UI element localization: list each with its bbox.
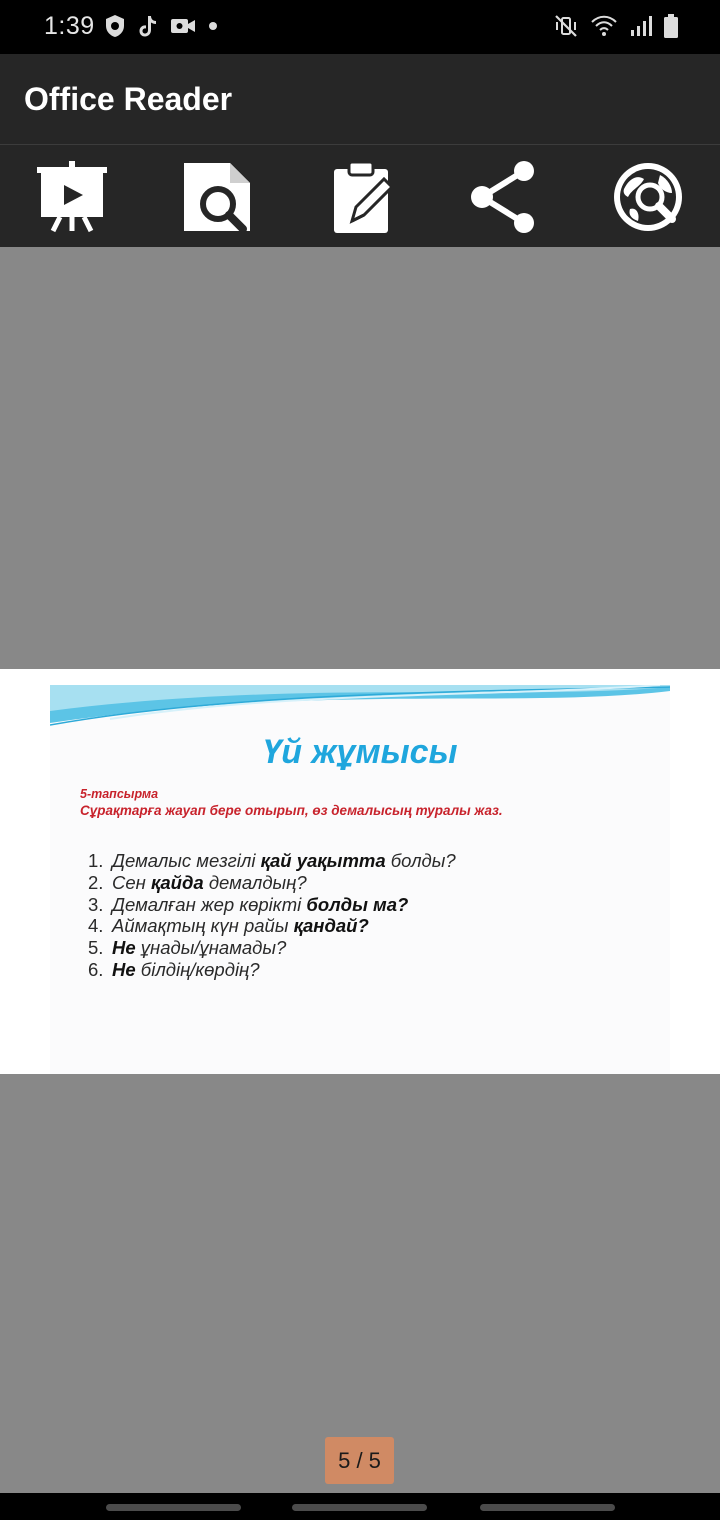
edit-button[interactable] (324, 159, 400, 235)
tiktok-icon (138, 14, 158, 38)
page-indicator: 5 / 5 (325, 1437, 394, 1484)
slide (50, 685, 670, 1074)
question-item: 4. Аймақтың күн райы қандай? (88, 915, 369, 937)
battery-icon (664, 14, 678, 38)
nav-back-button[interactable] (480, 1504, 615, 1511)
document-search-button[interactable] (180, 159, 256, 235)
share-button[interactable] (466, 159, 542, 235)
question-item: 1. Демалыс мезгілі қай уақытта болды? (88, 850, 456, 871)
web-search-icon (610, 159, 686, 235)
document-viewer[interactable] (0, 247, 720, 1493)
shield-icon (104, 14, 126, 38)
nav-home-button[interactable] (292, 1504, 427, 1511)
web-search-button[interactable] (610, 159, 686, 235)
navigation-bar (0, 1493, 720, 1520)
slideshow-button[interactable] (34, 159, 110, 235)
question-item: 3. Демалған жер көрікті болды ма? (88, 893, 409, 915)
dot-icon (208, 21, 218, 31)
question-item: 5. Не ұнады/ұнамады? (88, 937, 287, 959)
status-time: 1:39 (44, 12, 95, 40)
task-text: Сұрақтарға жауап бере отырып, өз демалысың туралы жаз. (80, 803, 503, 818)
signal-icon (630, 15, 652, 37)
toolbar (0, 145, 720, 247)
wifi-icon (590, 15, 618, 37)
question-item: 6. Не білдің/көрдің? (88, 958, 260, 980)
wave-decoration (50, 685, 670, 731)
clipboard-edit-icon (324, 159, 400, 235)
video-camera-icon (170, 16, 196, 36)
status-bar (0, 0, 720, 54)
mute-vibrate-icon (554, 14, 578, 38)
slide-title: Үй жұмысы (262, 733, 458, 771)
slide-page (0, 669, 720, 1074)
document-search-icon (180, 159, 256, 235)
slideshow-icon (34, 159, 110, 235)
question-list (88, 850, 456, 981)
share-icon (466, 159, 542, 235)
app-bar (0, 54, 720, 145)
nav-recent-button[interactable] (106, 1504, 241, 1511)
question-item: 2. Сен қайда демалдың? (88, 871, 307, 893)
task-label: 5-тапсырма (80, 787, 159, 801)
app-title: Office Reader (24, 81, 233, 117)
